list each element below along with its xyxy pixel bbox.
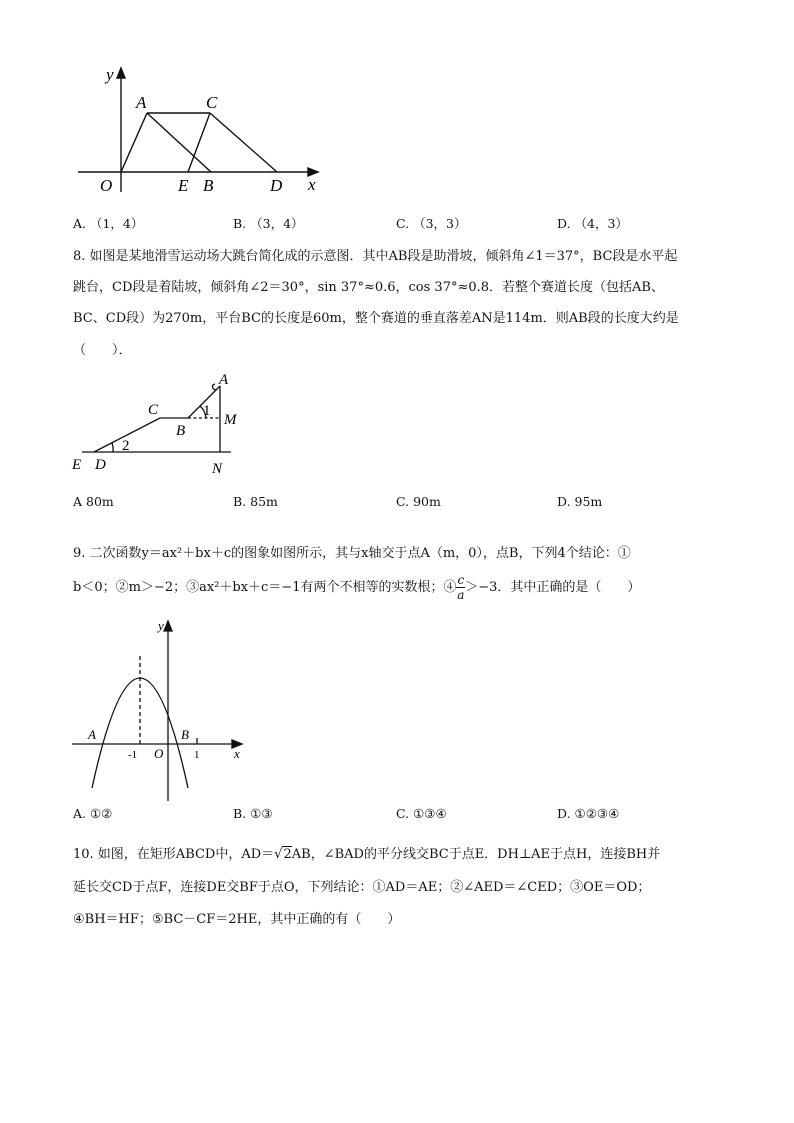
label-1: 1 bbox=[194, 749, 200, 761]
q9-figure bbox=[66, 616, 256, 804]
label-B: B bbox=[203, 176, 214, 195]
q8-line-4: （ ）． bbox=[73, 343, 132, 358]
q9-line-2 bbox=[73, 574, 640, 601]
label-y: y bbox=[106, 65, 114, 84]
fraction-c-over-a bbox=[456, 574, 465, 601]
label-A: A bbox=[136, 93, 147, 112]
q8-option-c[interactable]: C. 90m bbox=[396, 494, 441, 509]
q10-line-1 bbox=[73, 843, 660, 862]
label-E: E bbox=[72, 457, 82, 473]
q7-option-a[interactable]: A. （1，4） bbox=[73, 216, 144, 231]
q10-line-3: ④BH＝HF；⑤BC－CF＝2HE，其中正确的有（ ） bbox=[73, 912, 401, 927]
label-M: M bbox=[224, 412, 237, 428]
q8-option-d[interactable]: D. 95m bbox=[557, 494, 603, 509]
label-x: x bbox=[308, 175, 316, 194]
q9-option-b[interactable]: B. ①③ bbox=[233, 806, 273, 821]
q8-option-b[interactable]: B. 85m bbox=[233, 494, 278, 509]
label-angle-2: 2 bbox=[122, 438, 130, 454]
label-x: x bbox=[234, 746, 240, 761]
label-E: E bbox=[178, 176, 189, 195]
label-A: A bbox=[219, 372, 229, 388]
q9-option-a[interactable]: A. ①② bbox=[73, 806, 113, 821]
q9-line-2-a: b＜0；②m＞−2；③ax²＋bx＋c＝−1有两个不相等的实数根；④ bbox=[73, 580, 457, 595]
q7-option-d[interactable]: D. （4，3） bbox=[557, 216, 628, 231]
q9-line-1: 9. 二次函数y＝ax²＋bx＋c的图象如图所示，其与x轴交于点A（m，0），点B，下列4个结论：① bbox=[73, 546, 631, 561]
label-B: B bbox=[176, 423, 186, 439]
sqrt-radicand: 2 bbox=[283, 847, 292, 862]
label-angle-1: 1 bbox=[203, 403, 211, 419]
label-D: D bbox=[95, 457, 106, 473]
q8-line-3: BC、CD段）为270m，平台BC的长度是60m，整个赛道的垂直落差AN是114m．则AB段的长度大约是 bbox=[73, 311, 679, 326]
label-C: C bbox=[206, 93, 218, 112]
q7-figure bbox=[70, 62, 330, 202]
q9-line-2-b: ＞−3．其中正确的是（ ） bbox=[465, 580, 641, 595]
q9-option-d[interactable]: D. ①②③④ bbox=[557, 806, 620, 821]
label-O: O bbox=[100, 176, 113, 195]
q8-line-2: 跳台，CD段是着陆坡，倾斜角∠2＝30°，sin 37°≈0.6，cos 37°≈0.8．若整个赛道长度（包括AB、 bbox=[73, 280, 664, 295]
fraction-numerator: c bbox=[457, 573, 465, 587]
fraction-denominator: a bbox=[457, 588, 465, 602]
q7-option-c[interactable]: C. （3，3） bbox=[396, 216, 467, 231]
q10-line-1-a: 10. 如图，在矩形ABCD中，AD＝ bbox=[73, 847, 275, 862]
q8-option-a[interactable]: A 80m bbox=[73, 494, 114, 509]
label-N: N bbox=[212, 461, 223, 477]
q10-line-1-b: AB，∠BAD的平分线交BC于点E．DH⊥AE于点H，连接BH并 bbox=[291, 847, 661, 862]
label-C: C bbox=[148, 402, 159, 418]
label-O: O bbox=[154, 746, 164, 761]
q10-line-2: 延长交CD于点F，连接DE交BF于点O，下列结论：①AD＝AE；②∠AED＝∠CED；③OE＝OD； bbox=[73, 880, 651, 895]
q9-option-c[interactable]: C. ①③④ bbox=[396, 806, 447, 821]
label-B: B bbox=[181, 727, 189, 742]
q8-figure bbox=[66, 368, 256, 478]
q8-line-1: 8. 如图是某地滑雪运动场大跳台简化成的示意图．其中AB段是助滑坡，倾斜角∠1＝37°，BC段是水平起 bbox=[73, 249, 678, 264]
label-A: A bbox=[88, 727, 96, 742]
label-minus-1: -1 bbox=[128, 749, 138, 761]
q7-option-b[interactable]: B. （3，4） bbox=[233, 216, 304, 231]
sqrt-sign: √ bbox=[274, 847, 283, 862]
label-D: D bbox=[270, 176, 283, 195]
label-y: y bbox=[158, 618, 164, 633]
